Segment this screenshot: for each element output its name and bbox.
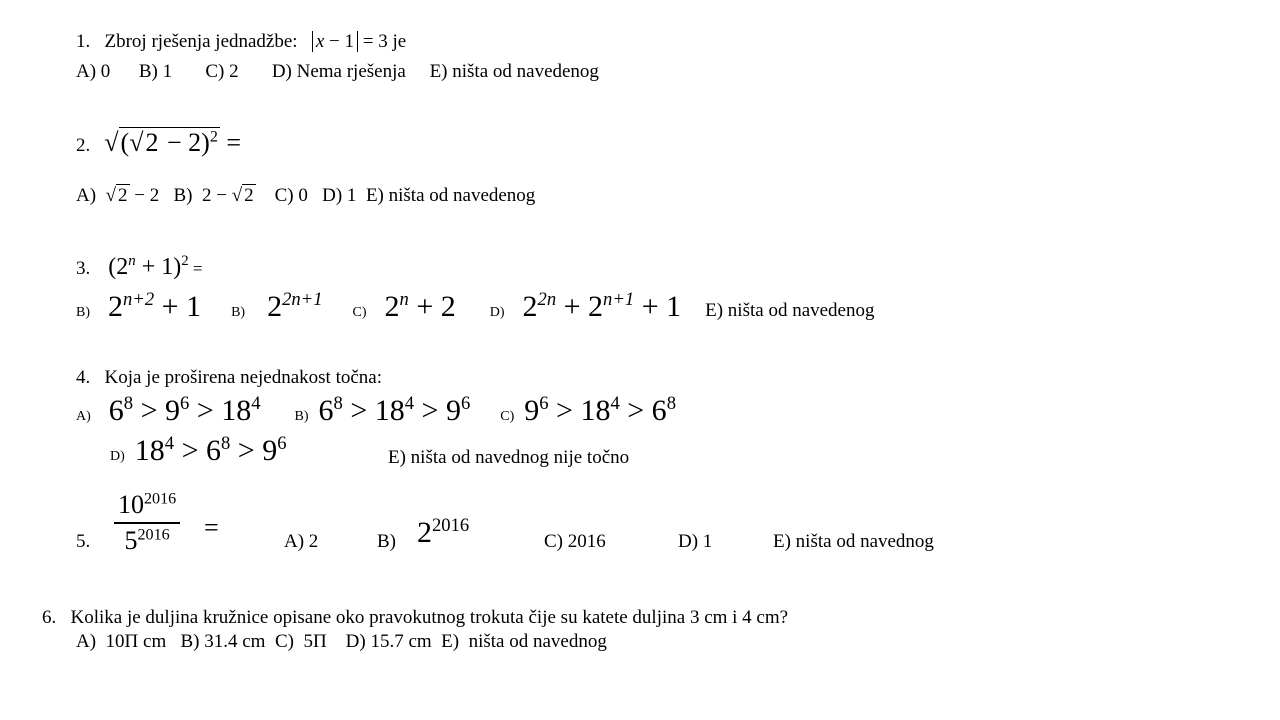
q1-tail: je: [392, 31, 407, 52]
q1-answer-e: E) ništa od navedenog: [429, 61, 599, 82]
q2-answer-b: 2 − √ 2: [201, 185, 254, 206]
q1-equals: = 3: [362, 31, 388, 52]
q3-expression: $(2^n + 1)^2$ =: [108, 253, 203, 280]
question-6-answers: A) 10Π cm B) 31.4 cm C) 5Π D) 15.7 cm E) ništa od navednog: [76, 631, 607, 652]
question-2-prompt: [76, 128, 241, 158]
q2-answer-c: C) 0: [274, 185, 308, 206]
question-2-number: 2.: [76, 135, 91, 156]
q1-answer-d: D) Nema rješenja: [271, 61, 406, 82]
q5-answer-a: A) 2: [284, 531, 319, 552]
q5-answer-b-label: B): [377, 531, 396, 552]
q2-expression: $√(√2 - 2)^2$ =: [104, 128, 242, 157]
q1-answer-c: C) 2: [205, 61, 239, 82]
q3-answer-c-label: C): [352, 305, 367, 320]
question-6-prompt: [42, 607, 788, 629]
q4-answer-d: $18^4 > 6^8 > 9^6$: [134, 433, 287, 467]
q2-answer-e: E) ništa od navedenog: [365, 185, 536, 206]
question-1-text: Zbroj rješenja jednadžbe:: [104, 31, 298, 52]
q3-answer-d: $2^{2n} + 2^{n+1} + 1$: [522, 289, 682, 323]
question-6-text: Kolika je duljina kružnice opisane oko pravokutnog trokuta čije su katete duljina 3 cm i 4 cm?: [70, 607, 789, 628]
q4-answer-c-label: C): [500, 409, 515, 424]
q2-answer-d: D) 1: [322, 185, 357, 206]
q3-answer-a: $2^{n+2} + 1$: [108, 289, 202, 323]
question-4-answers-row-2: [110, 434, 287, 468]
q2-answer-b-label: B): [173, 185, 193, 206]
q5-answer-e: E) ništa od navednog: [773, 531, 934, 552]
q4-answer-b: $6^8 > 18^4 > 9^6$: [318, 393, 471, 427]
question-6-number: 6.: [42, 607, 57, 628]
q5-answer-d: D) 1: [678, 531, 713, 552]
q5-equals: =: [204, 513, 219, 542]
q5-denominator: $5^{2016}$: [124, 526, 170, 555]
q1-answer-b: B) 1: [138, 61, 173, 82]
question-1-answers: [76, 61, 599, 83]
q4-answer-b-label: B): [294, 409, 309, 424]
q5-numerator: $10^{2016}$: [114, 490, 180, 524]
question-5-number: 5.: [76, 531, 91, 552]
question-4-text: Koja je proširena nejednakost točna:: [104, 367, 383, 388]
q3-answer-c: $2^n + 2$: [384, 289, 456, 323]
q4-answer-a: $6^8 > 9^6 > 18^4$: [108, 393, 261, 427]
question-4-answers-row-1: [76, 394, 676, 428]
q3-answer-e: E) ništa od navedenog: [705, 300, 875, 321]
q4-answer-d-label: D): [110, 449, 125, 464]
q4-answer-e: E) ništa od navednog nije točno: [388, 447, 630, 468]
question-3-number: 3.: [76, 258, 91, 279]
q3-answer-a-label: B): [76, 305, 90, 320]
q1-answer-a: A) 0: [76, 61, 111, 82]
q3-answer-b: $2^{2n+1}$: [267, 289, 323, 323]
q5-answer-b: $2^{2016}$: [417, 515, 470, 549]
q4-answer-a-label: A): [76, 409, 91, 424]
question-4-prompt: [76, 367, 382, 389]
q5-fraction: [114, 490, 180, 556]
question-3-prompt: [76, 254, 203, 281]
q5-answer-c: C) 2016: [544, 531, 606, 552]
question-2-answers: [76, 185, 535, 207]
q2-answer-a: √ 2 − 2: [105, 185, 160, 206]
question-3-answers: [76, 290, 875, 324]
q3-answer-d-label: D): [489, 305, 505, 320]
question-4-number: 4.: [76, 367, 91, 388]
question-1-prompt: [76, 31, 406, 53]
q2-answer-a-label: A): [76, 185, 97, 206]
q3-answer-b-label: B): [231, 305, 246, 320]
q4-answer-c: $9^6 > 18^4 > 6^8$: [524, 393, 676, 427]
q1-absolute-value: x − 1: [312, 31, 358, 52]
question-1-number: 1.: [76, 31, 91, 52]
